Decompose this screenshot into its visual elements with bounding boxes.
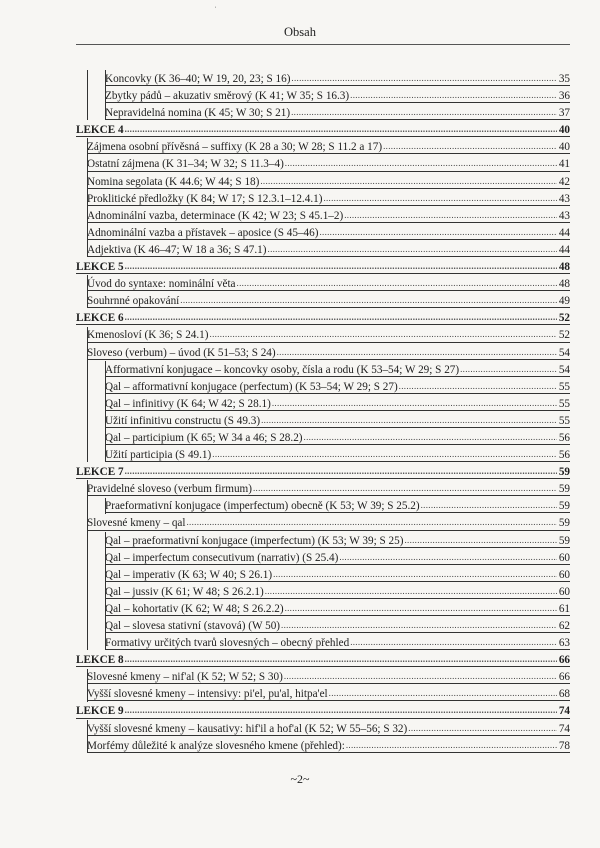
toc-entry-page: 54 xyxy=(558,363,570,376)
dot-leader xyxy=(268,242,557,257)
toc-entry xyxy=(76,70,570,87)
toc-entry-page: 59 xyxy=(558,534,570,547)
toc-entry-label: Vyšší slovesné kmeny – intensivy: pi'el, pu'al, hitpa'el xyxy=(87,688,328,701)
toc-entry-line xyxy=(105,104,570,120)
dot-leader xyxy=(265,584,557,599)
toc-entry-page: 55 xyxy=(558,380,570,393)
bracket-line xyxy=(87,70,88,120)
dot-leader xyxy=(383,139,557,154)
toc-entry-page: 41 xyxy=(558,158,570,171)
toc-entry-label: Qal – imperativ (K 63; W 40; S 26.1) xyxy=(105,568,273,581)
dot-leader xyxy=(125,652,557,667)
toc-lesson-heading xyxy=(76,651,570,668)
toc-entry-page: 54 xyxy=(558,346,570,359)
toc-entry xyxy=(76,292,570,309)
toc-entry-page: 62 xyxy=(558,620,570,632)
dot-leader xyxy=(277,345,557,360)
row-rule xyxy=(105,119,570,120)
toc-entry-page: 44 xyxy=(558,243,570,256)
toc-entry-label: Proklitické předložky (K 84; W 17; S 12.3.1–12.4.1) xyxy=(87,192,323,205)
toc-entry-page: 63 xyxy=(558,637,570,650)
toc-entry xyxy=(76,155,570,172)
toc-entry xyxy=(76,138,570,155)
dot-leader xyxy=(212,447,557,462)
toc-entry-line xyxy=(105,583,570,599)
row-rule xyxy=(105,598,570,599)
toc-entry-label: Slovesné kmeny – nif'al (K 52; W 52; S 30) xyxy=(87,671,283,684)
toc-entry xyxy=(76,326,570,343)
row-rule xyxy=(87,700,570,701)
toc-entry-page: 68 xyxy=(558,688,570,701)
row-rule xyxy=(105,102,570,103)
dot-leader xyxy=(125,259,557,274)
toc-entry xyxy=(76,617,570,634)
toc-entry-label: Slovesné kmeny – qal xyxy=(87,517,186,530)
toc-entry-line xyxy=(105,70,570,86)
toc-entry-line xyxy=(105,412,570,428)
toc-entry-label: Qal – participium (K 65; W 34 a 46; S 28.2) xyxy=(105,431,303,444)
toc-entry-label: Adnominální vazba a přístavek – aposice (S 45–46) xyxy=(87,226,319,239)
toc-entry-page: 60 xyxy=(558,551,570,564)
toc-entry-page: 40 xyxy=(558,141,570,154)
toc-entry xyxy=(76,549,570,566)
toc-entry-page: 59 xyxy=(558,517,570,530)
dot-leader xyxy=(284,669,557,684)
dot-leader xyxy=(285,156,557,171)
toc-entry-line xyxy=(87,668,570,684)
toc-entry-label: Ostatní zájmena (K 31–34; W 32; S 11.3–4) xyxy=(87,158,284,171)
toc-lesson-heading xyxy=(76,463,570,480)
toc-entry-page: 43 xyxy=(558,192,570,205)
dot-leader xyxy=(408,721,557,736)
dot-leader xyxy=(210,327,557,342)
toc-entry-line xyxy=(87,292,570,308)
row-rule xyxy=(105,547,570,548)
row-rule xyxy=(105,632,570,633)
toc-entry-line xyxy=(105,634,570,650)
dot-leader xyxy=(260,174,557,189)
toc-entry-line xyxy=(76,702,570,718)
dot-leader xyxy=(285,601,557,616)
toc-entry-label: Zájmena osobní přívěsná – suffixy (K 28 a 30; W 28; S 11.2 a 17) xyxy=(87,141,383,154)
row-rule xyxy=(87,222,570,223)
toc-entry-page: 59 xyxy=(558,483,570,496)
bracket-line xyxy=(105,498,106,514)
toc-entry xyxy=(76,720,570,737)
toc-entry-label: Vyšší slovesné kmeny – kausativy: hif'il a hof'al (K 52; W 55–56; S 32) xyxy=(87,722,408,735)
toc-entry xyxy=(76,378,570,395)
toc-entry-page: 48 xyxy=(558,278,570,291)
toc-entry-page: 52 xyxy=(558,312,570,325)
row-rule xyxy=(76,324,570,325)
toc-entry-line xyxy=(76,463,570,479)
bracket-line xyxy=(105,361,106,463)
bracket-line xyxy=(87,275,88,308)
toc-entry-label: Afformativní konjugace – koncovky osoby, čísla a rodu (K 53–54; W 29; S 27) xyxy=(105,363,460,376)
row-rule xyxy=(105,427,570,428)
toc-entry-label: LEKCE 9 xyxy=(76,705,124,718)
toc-entry-page: 37 xyxy=(558,107,570,120)
toc-entry-label: Pravidelné sloveso (verbum firmum) xyxy=(87,483,252,496)
row-rule xyxy=(76,666,570,667)
toc-entry-line xyxy=(76,121,570,137)
toc-entry-label: Qal – slovesa stativní (stavová) (W 50) xyxy=(105,620,281,632)
dot-leader xyxy=(180,293,557,308)
toc-entry-page: 59 xyxy=(558,500,570,513)
row-rule xyxy=(105,444,570,445)
row-rule xyxy=(87,359,570,360)
toc-entry-page: 55 xyxy=(558,397,570,410)
toc-entry-line xyxy=(87,514,570,530)
dot-leader xyxy=(304,430,557,445)
dot-leader xyxy=(399,379,557,394)
toc-entry-label: LEKCE 5 xyxy=(76,261,124,274)
toc-entry-label: Sloveso (verbum) – úvod (K 51–53; S 24) xyxy=(87,346,276,359)
toc-entry-line xyxy=(87,720,570,736)
dot-leader xyxy=(125,703,557,718)
toc-entry-line xyxy=(87,155,570,171)
toc-entry-label: LEKCE 7 xyxy=(76,466,124,479)
toc-entry-line xyxy=(105,378,570,394)
toc-entry xyxy=(76,361,570,378)
row-rule xyxy=(87,342,570,343)
dot-leader xyxy=(323,191,557,206)
toc-entry-page: 60 xyxy=(558,568,570,581)
toc-entry-line xyxy=(105,566,570,582)
toc-entry-page: 55 xyxy=(558,414,570,427)
toc-entry-label: LEKCE 8 xyxy=(76,654,124,667)
table-of-contents xyxy=(76,70,570,754)
toc-entry-line xyxy=(87,685,570,701)
toc-entry-line xyxy=(87,480,570,496)
toc-entry-line xyxy=(105,395,570,411)
row-rule xyxy=(105,564,570,565)
dot-leader xyxy=(346,738,557,753)
toc-entry xyxy=(76,224,570,241)
toc-entry-label: Kmenosloví (K 36; S 24.1) xyxy=(87,329,209,342)
row-rule xyxy=(105,85,570,86)
row-rule xyxy=(87,290,570,291)
toc-entry-line xyxy=(105,446,570,462)
toc-entry-page: 36 xyxy=(558,90,570,103)
toc-entry-page: 74 xyxy=(558,705,570,718)
dot-leader xyxy=(329,686,557,701)
toc-entry-line xyxy=(105,87,570,103)
row-rule xyxy=(76,273,570,274)
toc-entry-page: 35 xyxy=(558,73,570,85)
toc-entry xyxy=(76,104,570,121)
dot-leader xyxy=(187,515,558,530)
dot-leader xyxy=(291,105,557,120)
toc-lesson-heading xyxy=(76,121,570,138)
toc-entry-line xyxy=(105,532,570,548)
row-rule xyxy=(87,188,570,189)
toc-entry xyxy=(76,241,570,258)
toc-entry-page: 60 xyxy=(558,585,570,598)
bracket-line xyxy=(105,70,106,120)
row-rule xyxy=(87,495,570,496)
toc-entry-line xyxy=(87,326,570,342)
row-rule xyxy=(76,136,570,137)
toc-entry xyxy=(76,685,570,702)
toc-entry xyxy=(76,497,570,514)
toc-entry-line xyxy=(76,309,570,325)
toc-entry-page: 42 xyxy=(558,175,570,188)
toc-entry-page: 78 xyxy=(558,739,570,752)
toc-entry xyxy=(76,87,570,104)
toc-entry xyxy=(76,275,570,292)
row-rule xyxy=(87,205,570,206)
toc-entry-line xyxy=(105,497,570,513)
toc-lesson-heading xyxy=(76,309,570,326)
toc-entry-line xyxy=(87,344,570,360)
toc-entry xyxy=(76,190,570,207)
dot-leader xyxy=(421,498,557,513)
toc-entry-line xyxy=(105,600,570,616)
toc-entry-label: LEKCE 6 xyxy=(76,312,124,325)
dot-leader xyxy=(125,310,557,325)
row-rule xyxy=(105,649,570,650)
toc-entry-label: LEKCE 4 xyxy=(76,124,124,137)
toc-entry xyxy=(76,583,570,600)
row-rule xyxy=(87,256,570,257)
row-rule xyxy=(87,153,570,154)
toc-entry-label: Koncovky (K 36–40; W 19, 20, 23; S 16) xyxy=(105,73,291,85)
dot-leader xyxy=(319,225,557,240)
toc-entry xyxy=(76,634,570,651)
toc-entry-page: 56 xyxy=(558,449,570,462)
bracket-line xyxy=(87,480,88,650)
dot-leader xyxy=(237,276,557,291)
toc-entry-label: Adnominální vazba, determinace (K 42; W 23; S 45.1–2) xyxy=(87,209,344,222)
dot-leader xyxy=(404,533,557,548)
row-rule xyxy=(87,683,570,684)
toc-entry-line xyxy=(105,549,570,565)
dot-leader xyxy=(350,635,557,650)
bracket-line xyxy=(87,720,88,753)
dot-leader xyxy=(339,550,557,565)
toc-entry-label: Qal – praeformativní konjugace (imperfectum) (K 53; W 39; S 25) xyxy=(105,534,404,547)
toc-entry-label: Nomina segolata (K 44.6; W 44; S 18) xyxy=(87,175,260,188)
row-rule xyxy=(105,615,570,616)
toc-entry xyxy=(76,514,570,531)
row-rule xyxy=(105,393,570,394)
toc-entry xyxy=(76,668,570,685)
toc-entry-label: Praeformativní konjugace (imperfectum) obecně (K 53; W 39; S 25.2) xyxy=(105,500,420,513)
toc-entry xyxy=(76,566,570,583)
row-rule xyxy=(87,239,570,240)
toc-entry-label: Souhrnné opakování xyxy=(87,295,180,308)
toc-entry-line xyxy=(87,275,570,291)
toc-entry-page: 66 xyxy=(558,671,570,684)
toc-entry xyxy=(76,395,570,412)
toc-entry xyxy=(76,207,570,224)
toc-lesson-heading xyxy=(76,258,570,275)
row-rule xyxy=(87,735,570,736)
toc-entry xyxy=(76,480,570,497)
toc-entry xyxy=(76,532,570,549)
toc-entry xyxy=(76,446,570,463)
toc-entry-label: Úvod do syntaxe: nominální věta xyxy=(87,278,236,291)
bracket-line xyxy=(105,532,106,651)
scan-mark: ˈ xyxy=(214,5,217,15)
toc-entry-line xyxy=(105,617,570,633)
row-rule xyxy=(105,376,570,377)
row-rule xyxy=(105,512,570,513)
dot-leader xyxy=(460,362,557,377)
toc-entry-label: Qal – afformativní konjugace (perfectum) (K 53–54; W 29; S 27) xyxy=(105,380,398,393)
dot-leader xyxy=(281,618,557,633)
row-rule xyxy=(76,718,570,719)
row-rule xyxy=(87,307,570,308)
toc-entry xyxy=(76,173,570,190)
toc-entry-line xyxy=(87,241,570,257)
toc-entry-page: 56 xyxy=(558,431,570,444)
dot-leader xyxy=(261,413,557,428)
toc-entry-line xyxy=(105,361,570,377)
toc-entry-line xyxy=(76,258,570,274)
toc-entry-line xyxy=(87,224,570,240)
dot-leader xyxy=(291,71,557,86)
dot-leader xyxy=(344,208,557,223)
bracket-line xyxy=(87,327,88,463)
dot-leader xyxy=(273,567,557,582)
toc-entry-line xyxy=(105,429,570,445)
toc-entry-line xyxy=(87,207,570,223)
toc-entry-label: Qal – jussiv (K 61; W 48; S 26.2.1) xyxy=(105,585,264,598)
toc-lesson-heading xyxy=(76,702,570,719)
toc-entry-page: 52 xyxy=(558,329,570,342)
toc-entry-page: 74 xyxy=(558,722,570,735)
dot-leader xyxy=(125,464,557,479)
dot-leader xyxy=(253,481,557,496)
toc-entry-label: Užití participia (S 49.1) xyxy=(105,449,212,462)
page-header-title: Obsah xyxy=(284,25,316,39)
page-number: ~2~ xyxy=(290,772,310,786)
toc-entry-page: 40 xyxy=(558,124,570,137)
toc-entry-line xyxy=(87,190,570,206)
toc-entry-label: Morfémy důležité k analýze slovesného kmene (přehled): xyxy=(87,739,345,752)
dot-leader xyxy=(125,122,557,137)
row-rule xyxy=(105,581,570,582)
toc-entry-page: 66 xyxy=(558,654,570,667)
toc-entry-page: 48 xyxy=(558,261,570,274)
toc-entry-label: Nepravidelná nomina (K 45; W 30; S 21) xyxy=(105,107,291,120)
toc-entry-label: Qal – imperfectum consecutivum (narrativ) (S 25.4) xyxy=(105,551,339,564)
row-rule xyxy=(105,461,570,462)
toc-entry-label: Adjektiva (K 46–47; W 18 a 36; S 47.1) xyxy=(87,243,267,256)
toc-entry-page: 43 xyxy=(558,209,570,222)
bracket-line xyxy=(87,138,88,257)
row-rule xyxy=(87,171,570,172)
toc-entry-page: 61 xyxy=(558,602,570,615)
row-rule xyxy=(87,530,570,531)
row-rule xyxy=(87,752,570,753)
dot-leader xyxy=(272,396,557,411)
dot-leader xyxy=(350,88,557,103)
toc-entry-label: Zbytky pádů – akuzativ směrový (K 41; W 35; S 16.3) xyxy=(105,90,350,103)
toc-entry-label: Užití infinitivu constructu (S 49.3) xyxy=(105,414,261,427)
toc-entry-page: 59 xyxy=(558,466,570,479)
row-rule xyxy=(105,410,570,411)
toc-entry-label: Qal – kohortativ (K 62; W 48; S 26.2.2) xyxy=(105,602,284,615)
toc-entry-line xyxy=(87,138,570,154)
row-rule xyxy=(76,478,570,479)
toc-entry-line xyxy=(76,651,570,667)
bracket-line xyxy=(87,669,88,702)
toc-entry xyxy=(76,429,570,446)
toc-entry xyxy=(76,344,570,361)
toc-entry-label: Qal – infinitivy (K 64; W 42; S 28.1) xyxy=(105,397,271,410)
toc-entry-page: 44 xyxy=(558,226,570,239)
toc-entry xyxy=(76,600,570,617)
toc-entry-line xyxy=(87,737,570,753)
header-rule xyxy=(76,44,570,45)
toc-entry-line xyxy=(87,173,570,189)
toc-entry-label: Formativy určitých tvarů slovesných – obecný přehled xyxy=(105,637,350,650)
toc-entry-page: 49 xyxy=(558,295,570,308)
toc-entry xyxy=(76,737,570,754)
toc-entry xyxy=(76,412,570,429)
